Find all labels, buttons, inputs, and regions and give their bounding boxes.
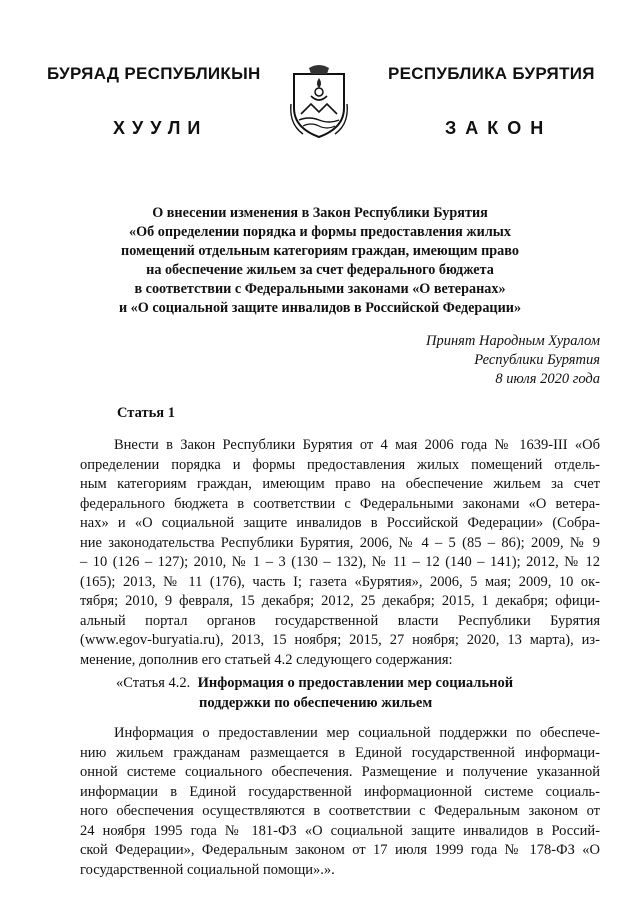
text-line: федерального бюджета в соответствии с Федеральными законами «О ветера-: [80, 495, 600, 512]
text-line: нах» и «О социальной защите инвалидов в Российской Федерации» (Собра-: [80, 515, 600, 531]
adoption-date: 8 июля 2020 года: [495, 371, 600, 387]
adoption-note: [426, 332, 600, 389]
article-1-heading: Статья 1: [117, 405, 175, 421]
text-line: альный портал органов государственной власти Республики Бурятия: [80, 612, 600, 629]
article-4-2-body: [80, 724, 600, 880]
header-buryat-law: ХУУЛИ: [113, 118, 208, 138]
text-line: – 10 (126 – 127); 2010, № 1 – 3 (130 – 132), № 11 – 12 (140 – 141); 2012, № 12: [80, 554, 600, 570]
text-line: тября; 2010, 9 февраля, 15 декабря; 2012, 25 декабря; 2015, 1 декабря; офици-: [80, 593, 600, 609]
text-line: ным категориям граждан, имеющим право на обеспечение жильем за счет: [80, 476, 600, 492]
text-line: информации в Единой государственной информационной системе социаль-: [80, 783, 600, 800]
title-line: на обеспечение жильем за счет федерального бюджета: [146, 262, 494, 278]
text-line: определении порядка и формы предоставления жилых помещений отдель-: [80, 456, 600, 473]
header-buryat-republic: БУРЯАД РЕСПУБЛИКЫН: [47, 64, 261, 83]
text-line: Информация о предоставлении мер социальной поддержки по обеспече-: [114, 725, 600, 741]
text-line: Внести в Закон Республики Бурятия от 4 мая 2006 года № 1639-III «Об: [114, 437, 600, 453]
text-line: онной системе социального обеспечения. Размещение и получение указанной: [80, 764, 600, 780]
text-line: (www.egov-buryatia.ru), 2013, 15 ноября; 2015, 27 ноября; 2020, 13 марта), из-: [80, 632, 600, 648]
article-4-2-title-cont: поддержки по обеспечению жильем: [199, 694, 433, 711]
header-russian-law: ЗАКОН: [445, 118, 553, 138]
title-line: О внесении изменения в Закон Республики Бурятия: [152, 205, 488, 221]
article-1-body: [80, 436, 600, 670]
article-4-2-title: Информация о предоставлении мер социальной: [197, 675, 514, 691]
title-line: и «О социальной защите инвалидов в Российской Федерации»: [118, 300, 522, 316]
text-line: (165); 2013, № 11 (176), часть I; газета «Бурятия», 2006, 5 мая; 2009, 10 ок-: [80, 573, 600, 590]
buryatia-coat-of-arms-icon: [289, 64, 349, 140]
title-line: «Об определении порядка и формы предоставления жилых: [129, 224, 511, 240]
title-line: помещений отдельным категориям граждан, имеющим право: [121, 243, 519, 259]
article-4-2-heading: [116, 674, 513, 713]
header-russian-republic: РЕСПУБЛИКА БУРЯТИЯ: [388, 64, 595, 83]
adoption-line: Принят Народным Хуралом: [425, 333, 600, 349]
text-line: ние законодательства Республики Бурятия, 2006, № 4 – 5 (85 – 86); 2009, № 9: [80, 534, 600, 551]
article-4-2-label: «Статья 4.2.: [116, 675, 191, 691]
text-line: 24 ноября 1995 года № 181-ФЗ «О социальной защите инвалидов в Россий-: [80, 822, 600, 839]
text-line: ской Федерации», Федеральным законом от 17 июля 1999 года № 178-ФЗ «О: [80, 842, 600, 858]
text-line: ного обеспечения осуществляются в соответствии с Федеральным законом от: [80, 803, 600, 819]
title-line: в соответствии с Федеральными законами «О ветеранах»: [134, 281, 506, 297]
text-line: нию жильем гражданам размещается в Единой государственной информаци-: [80, 744, 600, 761]
text-line: менение, дополнив его статьей 4.2 следующего содержания:: [80, 651, 453, 668]
law-title: [60, 204, 580, 318]
adoption-line: Республики Бурятия: [474, 352, 600, 368]
text-line: государственной социальной помощи».».: [80, 861, 335, 878]
